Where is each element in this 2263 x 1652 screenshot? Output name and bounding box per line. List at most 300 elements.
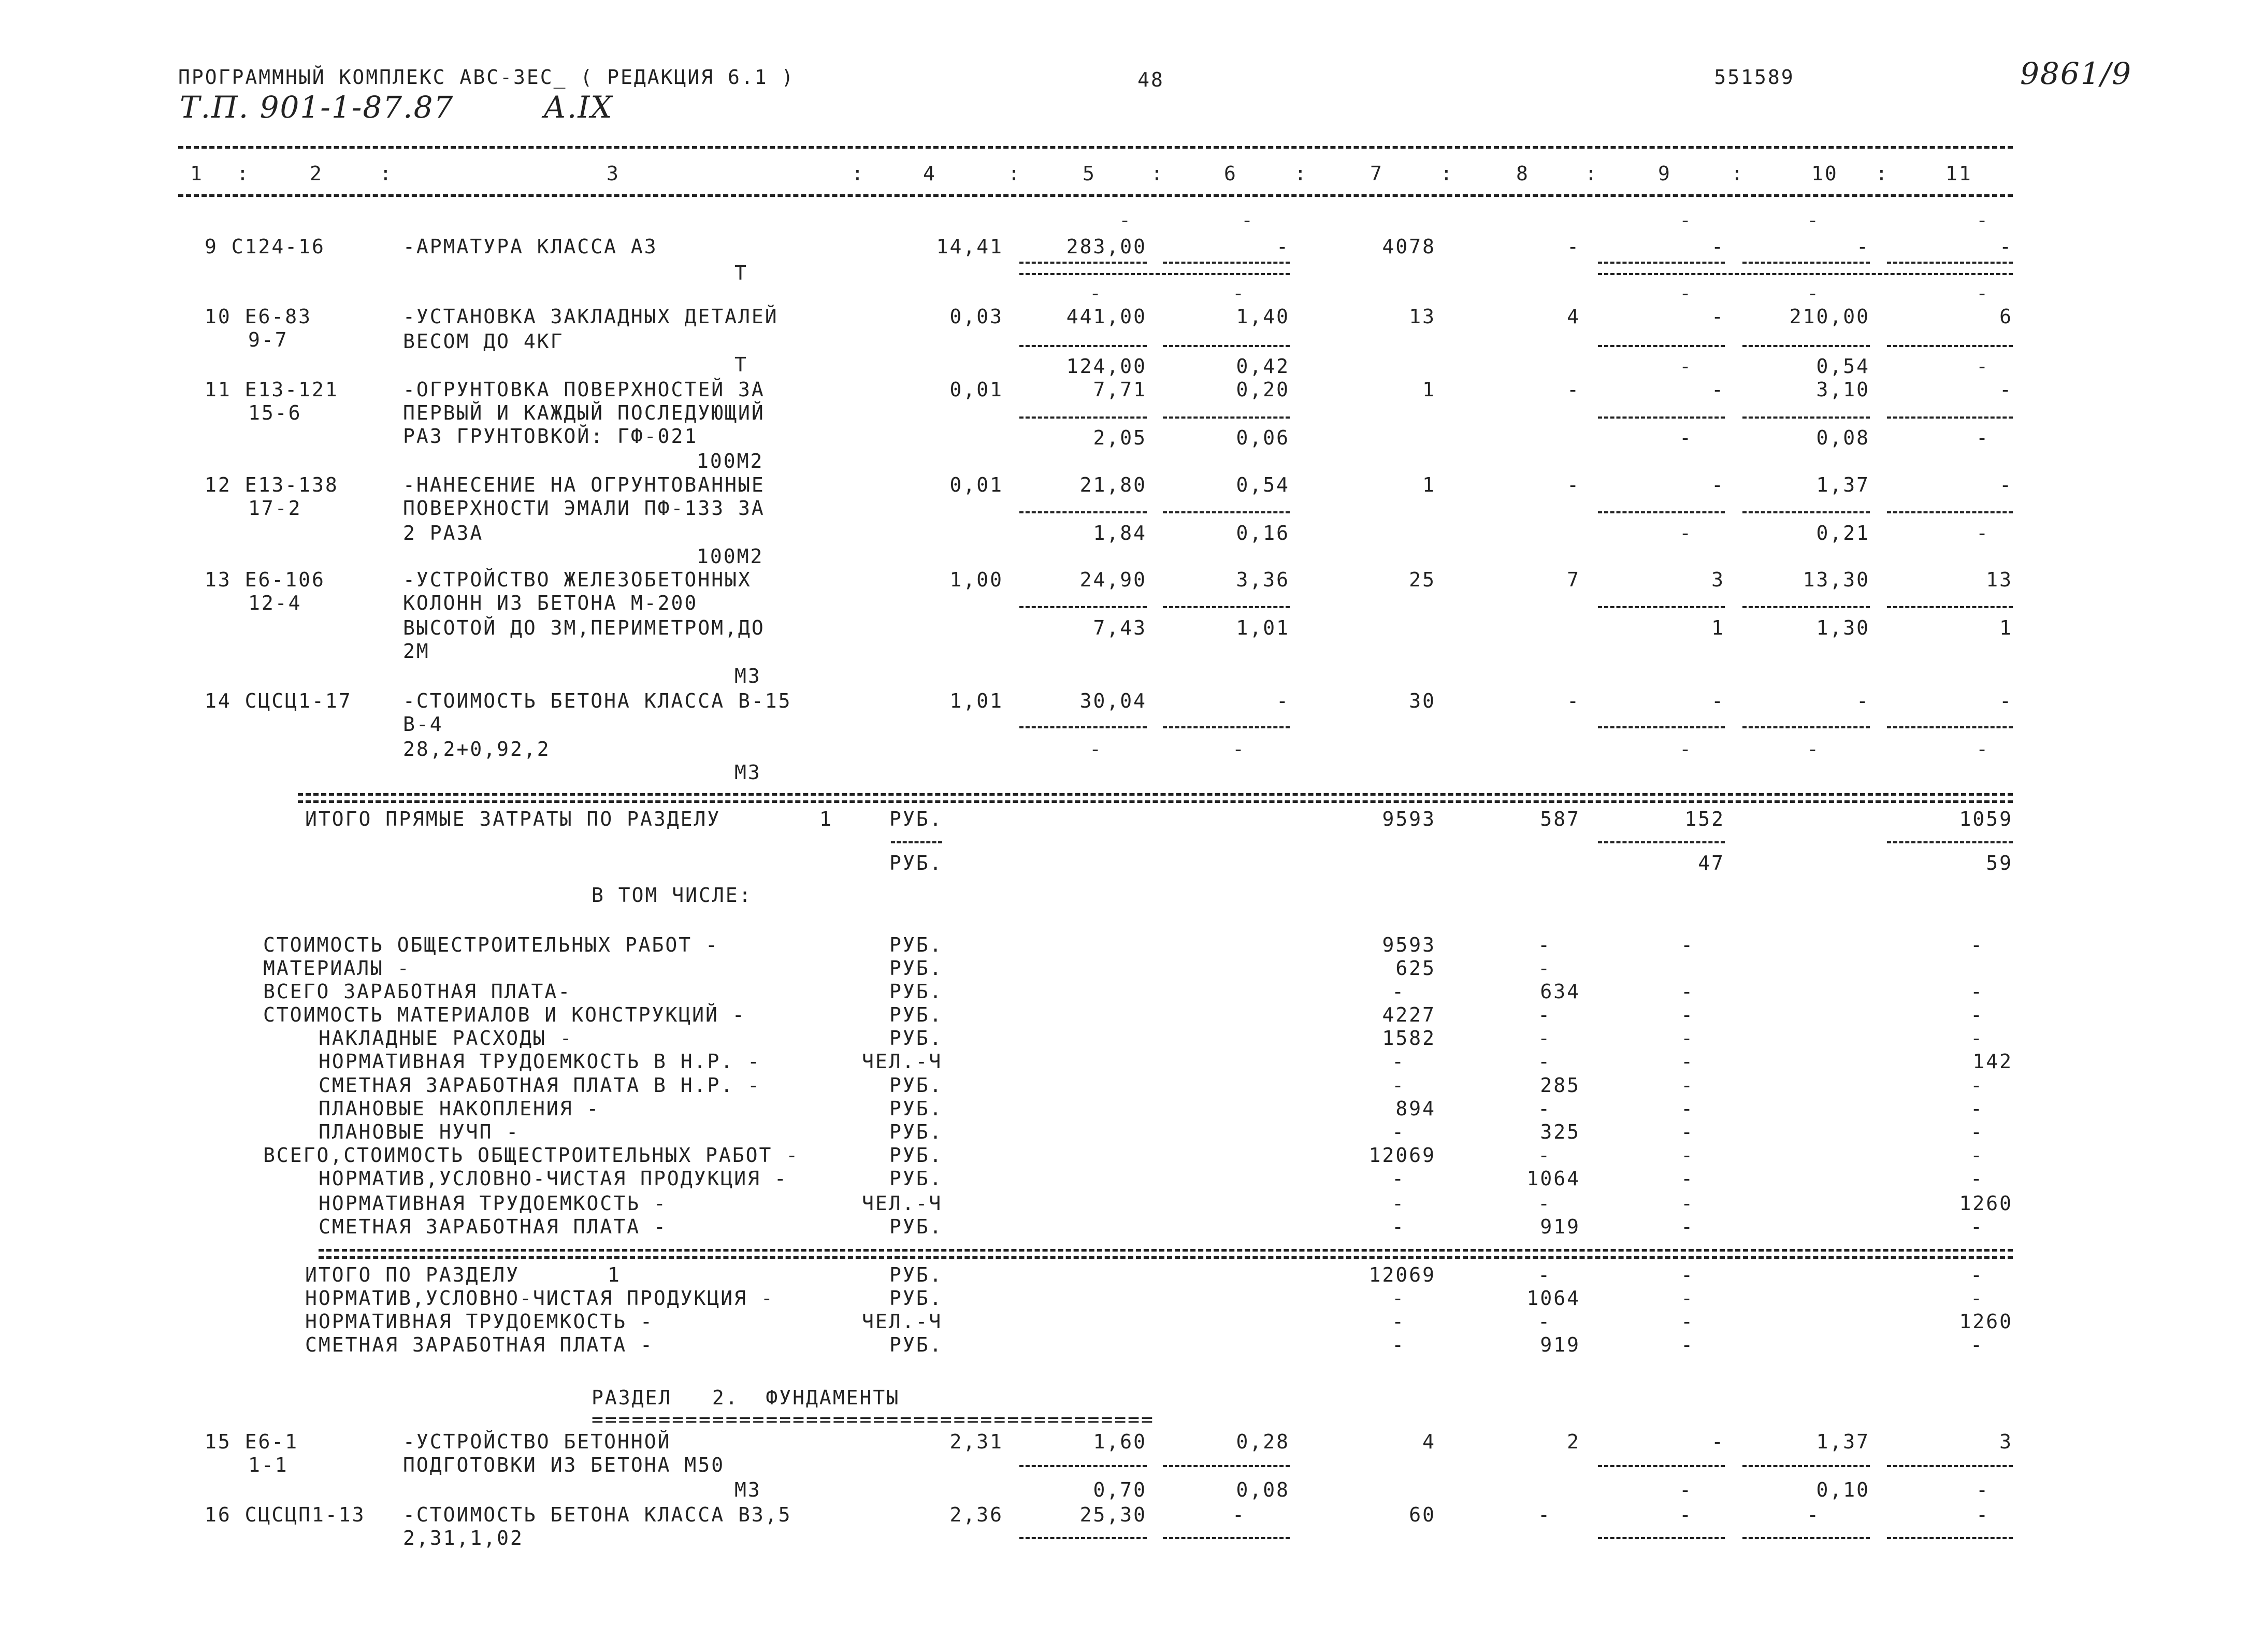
column-header: : <box>1151 162 1164 185</box>
sub-rule <box>1598 511 1725 513</box>
section-2-title: РАЗДЕЛ 2. ФУНДАМЕНТЫ <box>592 1386 900 1409</box>
unit: РУБ. <box>889 852 943 874</box>
total-col9: - <box>1681 1192 1694 1215</box>
total-col8: - <box>1567 378 1580 401</box>
total-col9: - <box>1711 305 1725 328</box>
sub-rule <box>1019 345 1147 347</box>
total-col11: - <box>1970 980 1984 1003</box>
sub-value: 0,54 <box>1816 355 1870 378</box>
sub-rule <box>1598 1537 1725 1539</box>
total-cost: 13 <box>1409 305 1436 328</box>
summary-label: СМЕТНАЯ ЗАРАБОТНАЯ ПЛАТА - <box>305 1333 654 1356</box>
section-number: 1 <box>819 808 833 830</box>
row-number: 16 СЦСЦП1-13 <box>205 1503 366 1526</box>
column-header: : <box>1731 162 1745 185</box>
total-col9: - <box>1681 1215 1694 1238</box>
mark: - <box>1807 209 1820 232</box>
total-col11: 1059 <box>1959 808 2013 830</box>
unit: М3 <box>734 761 761 784</box>
description: РАЗ ГРУНТОВКОЙ: ГФ-021 <box>403 425 698 448</box>
unit-cost: 25,30 <box>1079 1503 1147 1526</box>
total-col11: 3 <box>1999 1430 2013 1453</box>
total-col11: - <box>1970 1003 1984 1026</box>
total-col11: 1260 <box>1959 1192 2013 1215</box>
description: ВЕСОМ ДО 4КГ <box>403 330 564 353</box>
sub-rule <box>1598 841 1725 843</box>
sub-value: - <box>1089 738 1103 760</box>
sub-rule <box>1742 1465 1870 1467</box>
mark: - <box>1976 282 1990 305</box>
breakdown-label: СМЕТНАЯ ЗАРАБОТНАЯ ПЛАТА В Н.Р. - <box>319 1074 761 1097</box>
column-header: 11 <box>1945 162 1972 185</box>
description: ПОВЕРХНОСТИ ЭМАЛИ ПФ-133 ЗА <box>403 497 765 520</box>
sub-rule <box>1598 606 1725 608</box>
cost-col6: 3,36 <box>1236 568 1290 591</box>
total-cost: 12069 <box>1368 1144 1436 1167</box>
summary-label: НОРМАТИВ,УСЛОВНО-ЧИСТАЯ ПРОДУКЦИЯ - <box>305 1287 774 1310</box>
cost-col6: 0,54 <box>1236 473 1290 496</box>
sub-value: - <box>1976 1478 1990 1501</box>
sub-value: 1 <box>1711 616 1725 639</box>
mark: - <box>1241 209 1255 232</box>
cost-col6: - <box>1276 235 1290 258</box>
total-col9: - <box>1681 1097 1694 1120</box>
unit: ЧЕЛ.-Ч <box>862 1310 943 1333</box>
description: -СТОИМОСТЬ БЕТОНА КЛАССА В3,5 <box>403 1503 792 1526</box>
total-cost: - <box>1392 1215 1405 1238</box>
qty: 1,01 <box>949 689 1003 712</box>
column-sep: : <box>237 162 250 185</box>
column-header: : <box>1585 162 1598 185</box>
total-col8: - <box>1538 1050 1551 1073</box>
total-cost: - <box>1392 1287 1405 1310</box>
description: КОЛОНН ИЗ БЕТОНА М-200 <box>403 592 698 614</box>
description: ПОДГОТОВКИ ИЗ БЕТОНА М50 <box>403 1454 725 1476</box>
summary-label: ИТОГО ПО РАЗДЕЛУ <box>305 1263 520 1286</box>
total-col9: - <box>1681 1027 1694 1050</box>
row-number: 11 Е13-121 <box>205 378 339 401</box>
sub-value: - <box>1679 355 1693 378</box>
column-header: 6 <box>1224 162 1237 185</box>
column-sep: : <box>380 162 393 185</box>
description: -СТОИМОСТЬ БЕТОНА КЛАССА В-15 <box>403 689 792 712</box>
unit-cost: 441,00 <box>1066 305 1147 328</box>
description: -УСТАНОВКА ЗАКЛАДНЫХ ДЕТАЛЕЙ <box>403 305 779 328</box>
sub-rule <box>1887 726 2013 728</box>
unit-cost: 1,60 <box>1093 1430 1147 1453</box>
sub-rule <box>1019 416 1147 419</box>
sub-value: 0,70 <box>1093 1478 1147 1501</box>
unit: РУБ. <box>889 980 943 1003</box>
total-cost: - <box>1392 1050 1405 1073</box>
mark: - <box>1679 209 1693 232</box>
sub-rule <box>1598 416 1725 419</box>
breakdown-label: НАКЛАДНЫЕ РАСХОДЫ - <box>319 1027 573 1050</box>
unit: РУБ. <box>889 1287 943 1310</box>
sub-rule <box>1887 416 2013 419</box>
total-col8: 4 <box>1567 305 1580 328</box>
total-col9: - <box>1681 1310 1694 1333</box>
column-header: 7 <box>1370 162 1383 185</box>
sub-rule <box>1163 511 1290 513</box>
sub-rule <box>1598 1465 1725 1467</box>
total-cost: - <box>1392 1121 1405 1143</box>
unit: РУБ. <box>889 957 943 980</box>
total-col10: - <box>1856 235 1870 258</box>
column-header: : <box>1440 162 1454 185</box>
total-col11: - <box>1970 1215 1984 1238</box>
sub-value: - <box>1679 738 1693 760</box>
total-cost: 4 <box>1422 1430 1436 1453</box>
sub-value: 0,06 <box>1236 426 1290 449</box>
sub-rule <box>1742 262 1870 264</box>
unit: РУБ. <box>889 1144 943 1167</box>
total-col11: - <box>1970 933 1984 956</box>
sub-value: - <box>1976 738 1990 760</box>
total-col11: - <box>1970 1121 1984 1143</box>
total-col11: - <box>1970 1027 1984 1050</box>
description: -УСТРОЙСТВО БЕТОННОЙ <box>403 1430 671 1453</box>
unit-cost: 21,80 <box>1079 473 1147 496</box>
unit: Т <box>734 262 748 284</box>
row-number: 12 Е13-138 <box>205 473 339 496</box>
total-col8: 285 <box>1540 1074 1580 1097</box>
unit: РУБ. <box>889 1167 943 1190</box>
sub-rule <box>1742 726 1870 728</box>
total-col11: 59 <box>1986 852 2013 874</box>
norm-code: 1-1 <box>248 1454 289 1476</box>
total-col9: 3 <box>1711 568 1725 591</box>
sub-rule <box>1163 1465 1290 1467</box>
sub-rule <box>1742 416 1870 419</box>
sub-rule <box>1019 1465 1147 1467</box>
total-col11: - <box>1970 1263 1984 1286</box>
sub-value: 0,08 <box>1236 1478 1290 1501</box>
column-header: : <box>1294 162 1308 185</box>
sub-value: - <box>1232 738 1246 760</box>
total-col9: - <box>1711 689 1725 712</box>
sub-rule <box>891 841 942 843</box>
total-col11: - <box>1999 235 2013 258</box>
total-col8: - <box>1567 235 1580 258</box>
mark: - <box>1119 209 1132 232</box>
unit-cost: 30,04 <box>1079 689 1147 712</box>
breakdown-label: ВСЕГО,СТОИМОСТЬ ОБЩЕСТРОИТЕЛЬНЫХ РАБОТ - <box>263 1144 800 1167</box>
sub-rule <box>1887 606 2013 608</box>
total-top-rule <box>298 793 2013 796</box>
total-col10: 3,10 <box>1816 378 1870 401</box>
total-col8: - <box>1538 1144 1551 1167</box>
sub-rule <box>1887 345 2013 347</box>
total-col9: - <box>1711 1430 1725 1453</box>
qty: 2,36 <box>949 1503 1003 1526</box>
column-header: : <box>1008 162 1021 185</box>
mark: - <box>1807 282 1820 305</box>
total-cost: 25 <box>1409 568 1436 591</box>
total-col10: 210,00 <box>1789 305 1870 328</box>
total-col8: - <box>1538 1192 1551 1215</box>
description: -АРМАТУРА КЛАССА А3 <box>403 235 658 258</box>
sub-value: - <box>1679 522 1693 544</box>
sub-value: - <box>1807 738 1820 760</box>
total-col8: 7 <box>1567 568 1580 591</box>
qty: 2,31 <box>949 1430 1003 1453</box>
cost-col6: 0,20 <box>1236 378 1290 401</box>
total-col9: - <box>1711 378 1725 401</box>
total-col9: 152 <box>1684 808 1725 830</box>
sub-rule <box>1019 1537 1147 1539</box>
breakdown-label: МАТЕРИАЛЫ - <box>263 957 411 980</box>
column-header: 9 <box>1658 162 1671 185</box>
description: -НАНЕСЕНИЕ НА ОГРУНТОВАННЫЕ <box>403 473 765 496</box>
cost-col6: 1,40 <box>1236 305 1290 328</box>
description: ВЫСОТОЙ ДО 3М,ПЕРИМЕТРОМ,ДО <box>403 616 765 639</box>
sub-value: 124,00 <box>1066 355 1147 378</box>
cost-col6: - <box>1232 1503 1246 1526</box>
breakdown-label: СМЕТНАЯ ЗАРАБОТНАЯ ПЛАТА - <box>319 1215 667 1238</box>
total-col11: - <box>1970 1097 1984 1120</box>
total-col11: 13 <box>1986 568 2013 591</box>
total-col11: - <box>1970 1144 1984 1167</box>
sub-rule <box>1742 345 1870 347</box>
total-col9: - <box>1681 1333 1694 1356</box>
total-col11: 1260 <box>1959 1310 2013 1333</box>
total-col9: - <box>1711 473 1725 496</box>
sub-rule <box>1887 1537 2013 1539</box>
unit: РУБ. <box>889 1003 943 1026</box>
total-col8: 1064 <box>1526 1287 1580 1310</box>
breakdown-label: НОРМАТИВ,УСЛОВНО-ЧИСТАЯ ПРОДУКЦИЯ - <box>319 1167 788 1190</box>
mark: - <box>1679 282 1693 305</box>
total-cost: - <box>1392 1167 1405 1190</box>
unit: ЧЕЛ.-Ч <box>862 1050 943 1073</box>
column-header: 8 <box>1516 162 1530 185</box>
sub-value: - <box>1679 426 1693 449</box>
sub-rule <box>1163 345 1290 347</box>
handwritten-album: А.IX <box>543 90 613 125</box>
breakdown-label: НОРМАТИВНАЯ ТРУДОЕМКОСТЬ - <box>319 1192 667 1215</box>
total-cost: 4078 <box>1382 235 1436 258</box>
description: В-4 <box>403 713 443 736</box>
mark: - <box>1976 209 1990 232</box>
unit-cost: 24,90 <box>1079 568 1147 591</box>
norm-code: 17-2 <box>248 497 302 520</box>
total-col9: 47 <box>1698 852 1725 874</box>
sub-value: 2,05 <box>1093 426 1147 449</box>
unit: РУБ. <box>889 1215 943 1238</box>
summary-label: НОРМАТИВНАЯ ТРУДОЕМКОСТЬ - <box>305 1310 654 1333</box>
total-col11: - <box>1999 689 2013 712</box>
total-col8: - <box>1567 473 1580 496</box>
sub-rule <box>1598 345 1725 347</box>
unit: 100М2 <box>697 545 764 568</box>
description: 2,31,1,02 <box>403 1527 524 1549</box>
total-col11: - <box>1970 1167 1984 1190</box>
sub-rule <box>1598 273 2013 275</box>
norm-code: 9-7 <box>248 328 289 351</box>
total-col9: - <box>1681 1121 1694 1143</box>
row-number: 14 СЦСЦ1-17 <box>205 689 352 712</box>
norm-code: 15-6 <box>248 401 302 424</box>
total-col8: - <box>1538 1027 1551 1050</box>
sub-rule <box>1019 273 1290 275</box>
column-header: 10 <box>1811 162 1838 185</box>
unit: М3 <box>734 665 761 687</box>
row-number: 10 Е6-83 <box>205 305 312 328</box>
total-col8: 919 <box>1540 1215 1580 1238</box>
mark: - <box>1232 282 1246 305</box>
unit: РУБ. <box>889 1263 943 1286</box>
cost-col6: - <box>1276 689 1290 712</box>
total-col9: - <box>1681 1050 1694 1073</box>
sub-rule <box>1019 511 1147 513</box>
total-cost: 12069 <box>1368 1263 1436 1286</box>
total-col9: - <box>1681 1003 1694 1026</box>
breakdown-label: ВСЕГО ЗАРАБОТНАЯ ПЛАТА- <box>263 980 572 1003</box>
total-col11: 142 <box>1972 1050 2013 1073</box>
sub-rule <box>1019 606 1147 608</box>
total-cost: 1 <box>1422 378 1436 401</box>
header-top-rule <box>178 146 2013 149</box>
description: 2 РАЗА <box>403 522 484 544</box>
sub-rule <box>1887 841 2013 843</box>
section-2-underline: ========================================== <box>592 1408 1155 1431</box>
unit: РУБ. <box>889 1333 943 1356</box>
qty: 14,41 <box>936 235 1003 258</box>
column-header: : <box>1876 162 1889 185</box>
column-header: : <box>852 162 865 185</box>
unit: РУБ. <box>889 1121 943 1143</box>
column-header: 3 <box>607 162 620 185</box>
total-col10: - <box>1856 689 1870 712</box>
description: -УСТРОЙСТВО ЖЕЛЕЗОБЕТОННЫХ <box>403 568 752 591</box>
total-col8: 2 <box>1567 1430 1580 1453</box>
sub-rule <box>1742 606 1870 608</box>
row-number: 9 С124-16 <box>205 235 325 258</box>
header-bottom-rule <box>178 194 2013 197</box>
total-col8: 634 <box>1540 980 1580 1003</box>
sub-rule <box>1019 262 1147 264</box>
sub-rule <box>1163 416 1290 419</box>
mark: - <box>1089 282 1103 305</box>
sub-rule <box>1598 726 1725 728</box>
sub-rule <box>1887 511 2013 513</box>
column-header: 5 <box>1083 162 1096 185</box>
sub-rule <box>1019 726 1147 728</box>
total-col9: - <box>1679 1503 1693 1526</box>
breakdown-label: СТОИМОСТЬ МАТЕРИАЛОВ И КОНСТРУКЦИЙ - <box>263 1003 746 1026</box>
total-cost: - <box>1392 980 1405 1003</box>
sub-value: - <box>1976 355 1990 378</box>
total-col8: - <box>1538 1097 1551 1120</box>
doc-code: 551589 <box>1714 66 1795 89</box>
handwritten-tp: Т.П. 901-1-87.87 <box>180 90 454 125</box>
sub-rule <box>1598 262 1725 264</box>
total-cost: - <box>1392 1310 1405 1333</box>
unit-cost: 283,00 <box>1066 235 1147 258</box>
total-cost: 60 <box>1409 1503 1436 1526</box>
total-col10: 1,37 <box>1816 473 1870 496</box>
total-col10: - <box>1807 1503 1820 1526</box>
total-col8: - <box>1538 1310 1551 1333</box>
total-col9: - <box>1681 1263 1694 1286</box>
section-number: 1 <box>608 1263 621 1286</box>
unit-cost: 7,71 <box>1093 378 1147 401</box>
unit: 100М2 <box>697 450 764 472</box>
sub-value: 1,01 <box>1236 616 1290 639</box>
breakdown-label: ПЛАНОВЫЕ НАКОПЛЕНИЯ - <box>319 1097 600 1120</box>
norm-code: 12-4 <box>248 592 302 614</box>
total-cost: 1582 <box>1382 1027 1436 1050</box>
qty: 0,03 <box>949 305 1003 328</box>
unit: ЧЕЛ.-Ч <box>862 1192 943 1215</box>
total-cost: 4227 <box>1382 1003 1436 1026</box>
qty: 0,01 <box>949 473 1003 496</box>
qty: 1,00 <box>949 568 1003 591</box>
total-col9: - <box>1681 933 1694 956</box>
unit: Т <box>734 353 748 376</box>
total-col10: 1,37 <box>1816 1430 1870 1453</box>
sub-rule <box>1163 262 1290 264</box>
program-title: ПРОГРАММНЫЙ КОМПЛЕКС АВС-3ЕС_ ( РЕДАКЦИЯ 6.1 ) <box>178 66 795 89</box>
total-col11: - <box>1999 473 2013 496</box>
total-col11: - <box>1970 1287 1984 1310</box>
total-cost: - <box>1392 1333 1405 1356</box>
unit: РУБ. <box>889 808 943 830</box>
breakdown-label: НОРМАТИВНАЯ ТРУДОЕМКОСТЬ В Н.Р. - <box>319 1050 761 1073</box>
sub-value: 0,08 <box>1816 426 1870 449</box>
sub-rule <box>1887 262 2013 264</box>
sub-value: 0,10 <box>1816 1478 1870 1501</box>
total-col9: - <box>1681 1167 1694 1190</box>
total-col8: - <box>1538 1503 1551 1526</box>
sub-value: 1,30 <box>1816 616 1870 639</box>
row-number: 15 Е6-1 <box>205 1430 299 1453</box>
total-col8: 919 <box>1540 1333 1580 1356</box>
total-cost: - <box>1392 1074 1405 1097</box>
total-col9: - <box>1681 1144 1694 1167</box>
sub-value: 1 <box>1999 616 2013 639</box>
sub-rule <box>1887 1465 2013 1467</box>
summary-rule <box>319 1249 2013 1252</box>
breakdown-label: ПЛАНОВЫЕ НУЧП - <box>319 1121 520 1143</box>
description: 2М <box>403 640 430 663</box>
total-col9: - <box>1681 1287 1694 1310</box>
total-cost: 1 <box>1422 473 1436 496</box>
total-col8: - <box>1538 1003 1551 1026</box>
total-col8: 1064 <box>1526 1167 1580 1190</box>
total-col8: - <box>1538 957 1551 980</box>
sub-value: 7,43 <box>1093 616 1147 639</box>
sub-value: - <box>1679 1478 1693 1501</box>
total-col11: - <box>1999 378 2013 401</box>
total-col11: 6 <box>1999 305 2013 328</box>
total-col11: - <box>1976 1503 1990 1526</box>
total-col8: - <box>1538 933 1551 956</box>
column-header: 2 <box>310 162 323 185</box>
total-cost: 30 <box>1409 689 1436 712</box>
unit: РУБ. <box>889 1027 943 1050</box>
sub-value: 0,21 <box>1816 522 1870 544</box>
sub-rule <box>1163 726 1290 728</box>
page-number: 48 <box>1137 68 1164 91</box>
total-col9: - <box>1681 1074 1694 1097</box>
handwritten-number: 9861/9 <box>2020 56 2132 91</box>
description: ПЕРВЫЙ И КАЖДЫЙ ПОСЛЕДУЮЩИЙ <box>403 401 765 424</box>
total-col9: - <box>1711 235 1725 258</box>
description: -ОГРУНТОВКА ПОВЕРХНОСТЕЙ ЗА <box>403 378 765 401</box>
sub-value: - <box>1976 426 1990 449</box>
